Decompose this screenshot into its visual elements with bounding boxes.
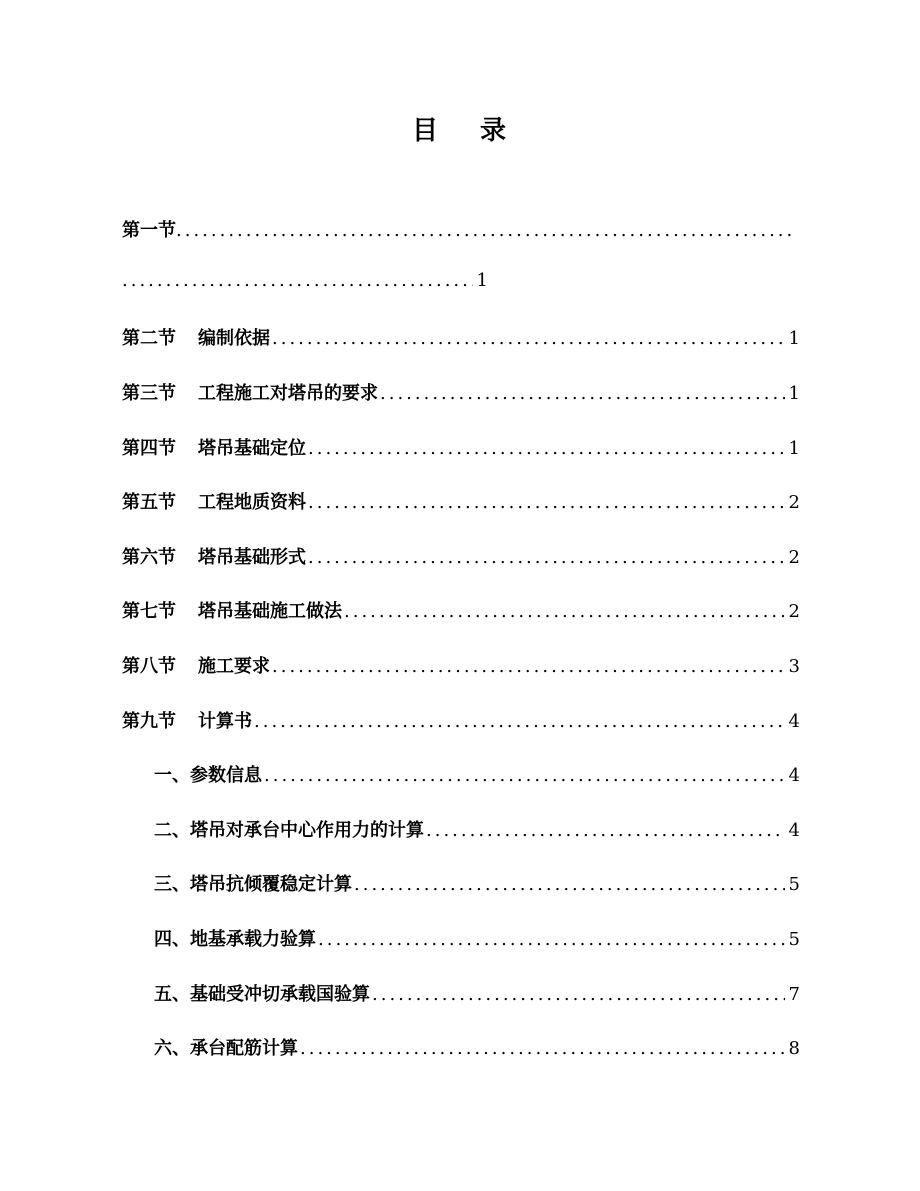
toc-page-number: 2 xyxy=(788,601,800,622)
toc-entry-label: 编制依据 xyxy=(198,328,270,349)
toc-entry-4[interactable] xyxy=(122,434,800,462)
toc-entry-7[interactable] xyxy=(122,597,800,625)
toc-entry-label: 工程地质资料 xyxy=(198,492,306,513)
toc-entry-number: 第四节 xyxy=(122,438,176,459)
toc-subentry-4[interactable] xyxy=(154,925,800,953)
toc-subentry-label: 六、承台配筋计算 xyxy=(154,1038,298,1059)
toc-page-number: 2 xyxy=(788,492,800,513)
toc-entry-label: 塔吊基础形式 xyxy=(198,547,306,568)
toc-subentry-3[interactable] xyxy=(154,870,800,898)
toc-subentry-label: 三、塔吊抗倾覆稳定计算 xyxy=(154,874,352,895)
toc-page-number: 1 xyxy=(788,383,800,404)
toc-entry-9[interactable] xyxy=(122,707,800,735)
toc-title xyxy=(0,110,920,147)
toc-dot-leader xyxy=(308,438,785,459)
toc-page-number: 4 xyxy=(788,711,800,732)
toc-page-number: 4 xyxy=(788,820,800,841)
toc-subentry-label: 五、基础受冲切承载国验算 xyxy=(154,984,370,1005)
toc-entry-1-continued[interactable] xyxy=(122,270,488,298)
toc-entry-label: 计算书 xyxy=(198,711,252,732)
toc-page-number: 8 xyxy=(788,1038,800,1059)
toc-entry-number: 第六节 xyxy=(122,547,176,568)
toc-entry-number: 第七节 xyxy=(122,601,176,622)
toc-subentry-5[interactable] xyxy=(154,980,800,1008)
toc-dot-leader xyxy=(272,656,785,677)
toc-page-number: 1 xyxy=(476,270,488,291)
toc-entry-number: 第一节 xyxy=(122,220,176,241)
toc-dot-leader xyxy=(300,1038,785,1059)
toc-entry-number: 第二节 xyxy=(122,328,176,349)
toc-title-right: 录 xyxy=(480,116,509,146)
toc-entry-number: 第五节 xyxy=(122,492,176,513)
toc-entry-label: 施工要求 xyxy=(198,656,270,677)
toc-dot-leader xyxy=(308,547,785,568)
toc-entry-number: 第九节 xyxy=(122,711,176,732)
toc-entry-number: 第三节 xyxy=(122,383,176,404)
toc-dot-leader xyxy=(272,328,785,349)
toc-dot-leader xyxy=(344,601,785,622)
toc-page-number: 3 xyxy=(788,656,800,677)
toc-entry-label: 塔吊基础定位 xyxy=(198,438,306,459)
toc-entry-5[interactable] xyxy=(122,488,800,516)
toc-dot-leader xyxy=(380,383,785,404)
toc-subentry-2[interactable] xyxy=(154,816,800,844)
toc-page-number: 7 xyxy=(788,984,800,1005)
toc-subentry-6[interactable] xyxy=(154,1034,800,1062)
toc-page-number: 1 xyxy=(788,328,800,349)
toc-entry-label: 工程施工对塔吊的要求 xyxy=(198,383,378,404)
toc-subentry-label: 一、参数信息 xyxy=(154,765,262,786)
toc-entry-label: 塔吊基础施工做法 xyxy=(198,601,342,622)
toc-entry-8[interactable] xyxy=(122,652,800,680)
toc-dot-leader xyxy=(176,220,796,241)
toc-dot-leader xyxy=(426,820,785,841)
toc-dot-leader xyxy=(372,984,785,1005)
toc-dot-leader xyxy=(264,765,785,786)
toc-entry-6[interactable] xyxy=(122,543,800,571)
toc-dot-leader xyxy=(318,929,785,950)
toc-page-number: 1 xyxy=(788,438,800,459)
toc-subentry-label: 四、地基承载力验算 xyxy=(154,929,316,950)
toc-page-number: 4 xyxy=(788,765,800,786)
toc-entry-2[interactable] xyxy=(122,324,800,352)
toc-page-number: 5 xyxy=(788,874,800,895)
toc-page-number: 2 xyxy=(788,547,800,568)
toc-dot-leader xyxy=(354,874,785,895)
toc-entry-1[interactable] xyxy=(122,216,800,244)
toc-dot-leader xyxy=(122,270,473,291)
toc-entry-number: 第八节 xyxy=(122,656,176,677)
toc-title-left: 目 xyxy=(411,116,440,146)
toc-entry-3[interactable] xyxy=(122,379,800,407)
toc-subentry-1[interactable] xyxy=(154,761,800,789)
toc-subentry-label: 二、塔吊对承台中心作用力的计算 xyxy=(154,820,424,841)
toc-page-number: 5 xyxy=(788,929,800,950)
toc-dot-leader xyxy=(308,492,785,513)
toc-dot-leader xyxy=(254,711,785,732)
